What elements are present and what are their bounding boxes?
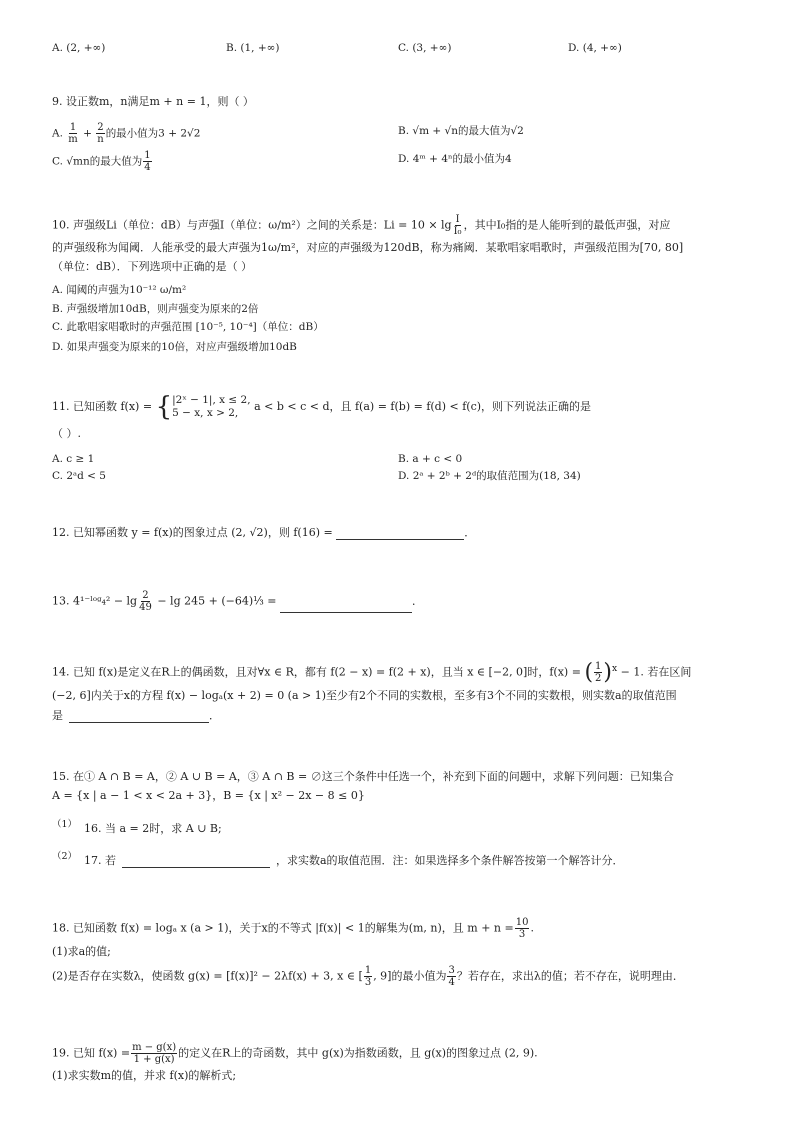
q15-condition-blank[interactable] — [122, 855, 270, 868]
q11-option-d: D. 2ᵃ + 2ᵇ + 2ᵈ的取值范围为(18, 34) — [398, 470, 581, 482]
q13-line: 13. 4¹⁻ˡᵒᵍ₄² − lg $\frac{2}{49}$ − lg 245 + (−64)⅓ = ． — [52, 590, 423, 613]
q10-line2: 的声强级称为闻阈．人能承受的最大声强为1ω/m²，对应的声强级为120dB，称为痛阈．某歌唱家唱歌时，声强级范围为[70, 80] — [52, 241, 684, 254]
q9-option-d: D. 4ᵐ + 4ⁿ的最小值为4 — [398, 153, 512, 165]
q14-line2: (−2, 6]内关于x的方程 f(x) − logₐ(x + 2) = 0 (a > 1)至少有2个不同的实数根，至多有3个不同的实数根，则实数a的取值范围 — [52, 689, 677, 702]
q15-sub2: 17. 若 ，求实数a的取值范围．注：如果选择多个条件解答按第一个解答计分． — [84, 854, 624, 867]
q8-option-d: D. (4, +∞) — [568, 42, 622, 54]
q11-option-b: B. a + c < 0 — [398, 453, 463, 465]
q9-option-a: A. $\frac{1}{m}$ + $\frac{2}{n}$ 的最小值为3 + 2√2 — [52, 122, 201, 145]
q18-line1: 18. 已知函数 f(x) = logₐ x (a > 1)，关于x的不等式 |f(x)| < 1的解集为(m, n)，且 m + n = $\frac{10}{3}$ . — [52, 917, 534, 940]
q15-line1: 15. 在① A ∩ B = A，② A ∪ B = A，③ A ∩ B = ∅这三个条件中任选一个，补充到下面的问题中，求解下列问题：已知集合 — [52, 770, 674, 783]
q11-option-c: C. 2ᵃd < 5 — [52, 470, 106, 482]
q15-sub1: 16. 当 a = 2时，求 A ∪ B; — [84, 822, 222, 835]
q11-paren: （ ）. — [52, 427, 81, 440]
q14-answer-blank[interactable] — [69, 710, 209, 723]
q10-option-c: C. 此歌唱家唱歌时的声强范围 [10⁻⁵, 10⁻⁴]（单位：dB） — [52, 321, 324, 333]
q18-line2: (1)求a的值; — [52, 945, 111, 958]
q8-option-c: C. (3, +∞) — [398, 42, 452, 54]
q18-line3: (2)是否存在实数λ，使函数 g(x) = [f(x)]² − 2λf(x) + 3, x ∈ [ $\frac{1}{3}$ , 9]的最小值为 $\frac{3}{4}$ ？若存在，求出λ的值；若不存在，说明理由． — [52, 965, 684, 988]
q13-answer-blank[interactable] — [280, 600, 412, 613]
q10-option-a: A. 闻阈的声强为10⁻¹² ω/m² — [52, 284, 187, 296]
q9-stem: 9. 设正数m，n满足m + n = 1，则（ ） — [52, 95, 254, 108]
q12-line: 12. 已知幂函数 y = f(x)的图象过点 (2, √2)，则 f(16) = ． — [52, 526, 476, 539]
q10-option-b: B. 声强级增加10dB，则声强变为原来的2倍 — [52, 303, 259, 315]
q8-option-a: A. (2, +∞) — [52, 42, 106, 54]
q11-option-a: A. c ≥ 1 — [52, 453, 95, 465]
q19-line1: 19. 已知 f(x) = $\frac{m - g(x)}{1 + g(x)}$ 的定义在R上的奇函数，其中 g(x)为指数函数，且 g(x)的图象过点 (2, 9). — [52, 1042, 538, 1065]
q19-line2: (1)求实数m的值，并求 f(x)的解析式; — [52, 1069, 237, 1082]
q15-line2: A = {x | a − 1 < x < 2a + 3}，B = {x | x² − 2x − 8 ≤ 0} — [52, 789, 365, 802]
q11-stem: 11. 已知函数 f(x) = { |2ˣ − 1|, x ≤ 2, 5 − x, x > 2, a < b < c < d，且 f(a) = f(b) = f(d) < f(c)，则下列说法正确的是 — [52, 392, 592, 422]
q15-sub1-number: （1） — [52, 819, 78, 830]
q14-line3: 是 ． — [52, 709, 220, 722]
q15-sub2-number: （2） — [52, 851, 78, 862]
q9-option-b: B. √m + √n的最大值为√2 — [398, 125, 524, 137]
q12-answer-blank[interactable] — [336, 527, 464, 540]
q10-line3: （单位：dB）．下列选项中正确的是（ ） — [52, 260, 253, 273]
q9-option-c: C. √mn的最大值为 $\frac{1}{4}$ — [52, 150, 151, 173]
q10-option-d: D. 如果声强变为原来的10倍，对应声强级增加10dB — [52, 341, 297, 353]
q14-line1: 14. 已知 f(x)是定义在R上的偶函数，且对∀x ∈ R，都有 f(2 − x) = f(2 + x)，且当 x ∈ [−2, 0]时，f(x) = ( $\frac{1}{2}$ )$^x$ − 1. 若在区间 — [52, 660, 692, 686]
q10-line1: 10. 声强级Li（单位：dB）与声强I（单位：ω/m²）之间的关系是：Li = 10 × lg $\frac{I}{\text{I₀}}$ ，其中I₀指的是人能听到的最低声强，对应 — [52, 214, 671, 237]
q8-option-b: B. (1, +∞) — [226, 42, 280, 54]
